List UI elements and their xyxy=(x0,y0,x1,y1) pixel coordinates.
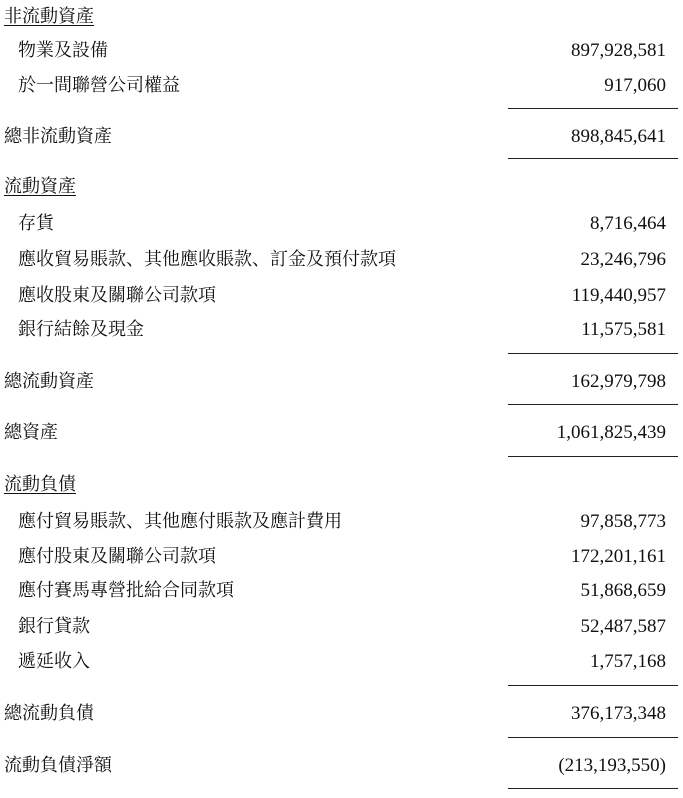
row-value: 119,440,957 xyxy=(571,285,666,306)
row-value: 1,757,168 xyxy=(590,651,666,672)
row-value: 97,858,773 xyxy=(580,511,666,532)
section-heading: 流動資產 xyxy=(4,176,76,197)
total-label: 總流動負債 xyxy=(4,703,94,724)
row-label: 應付貿易賬款、其他應付賬款及應計費用 xyxy=(18,511,342,532)
heading-current-assets xyxy=(0,172,683,202)
section-heading: 流動負債 xyxy=(4,474,76,495)
row-total-current-assets xyxy=(0,367,683,397)
row-label: 應付股東及關聯公司款項 xyxy=(18,546,216,567)
total-label: 總資產 xyxy=(4,422,58,443)
row-label: 應收股東及關聯公司款項 xyxy=(18,285,216,306)
row-total-current-liabilities xyxy=(0,699,683,729)
total-value: 162,979,798 xyxy=(571,371,666,392)
row-value: 917,060 xyxy=(604,75,666,96)
row-net-current-liabilities xyxy=(0,751,683,781)
total-label: 流動負債淨額 xyxy=(4,755,112,776)
row-property-equipment xyxy=(0,36,683,66)
row-bank-balances-cash xyxy=(0,315,683,345)
row-value: 51,868,659 xyxy=(580,580,666,601)
row-label: 於一間聯營公司權益 xyxy=(18,75,180,96)
row-racing-franchise-payable xyxy=(0,576,683,606)
row-due-from-shareholders xyxy=(0,281,683,311)
row-due-to-shareholders xyxy=(0,542,683,572)
row-inventories xyxy=(0,209,683,239)
total-value: 1,061,825,439 xyxy=(556,422,666,443)
row-trade-payables xyxy=(0,507,683,537)
row-total-assets xyxy=(0,418,683,448)
total-rule xyxy=(508,456,678,457)
row-value: 11,575,581 xyxy=(581,319,666,340)
total-rule xyxy=(508,404,678,405)
total-value: 376,173,348 xyxy=(571,703,666,724)
row-label: 應收貿易賬款、其他應收賬款、訂金及預付款項 xyxy=(18,249,396,270)
subtotal-rule xyxy=(508,108,678,109)
total-rule xyxy=(508,737,678,738)
row-total-non-current-assets xyxy=(0,122,683,152)
total-value: 898,845,641 xyxy=(571,126,666,147)
total-rule xyxy=(508,158,678,159)
row-label: 銀行貸款 xyxy=(18,616,90,637)
row-value: 8,716,464 xyxy=(590,213,666,234)
row-trade-receivables xyxy=(0,245,683,275)
row-label: 存貨 xyxy=(18,213,54,234)
total-label: 總流動資產 xyxy=(4,371,94,392)
row-label: 應付賽馬專營批給合同款項 xyxy=(18,580,234,601)
row-value: 52,487,587 xyxy=(580,616,666,637)
section-heading: 非流動資產 xyxy=(4,6,94,27)
total-value: (213,193,550) xyxy=(558,755,666,776)
heading-non-current-assets xyxy=(0,2,683,32)
subtotal-rule xyxy=(508,353,678,354)
row-label: 銀行結餘及現金 xyxy=(18,319,144,340)
row-label: 物業及設備 xyxy=(18,40,108,61)
row-associate-interest xyxy=(0,71,683,101)
row-deferred-income xyxy=(0,647,683,677)
subtotal-rule xyxy=(508,685,678,686)
row-value: 172,201,161 xyxy=(571,546,666,567)
row-value: 23,246,796 xyxy=(580,249,666,270)
total-rule xyxy=(508,788,678,789)
total-label: 總非流動資產 xyxy=(4,126,112,147)
row-bank-loans xyxy=(0,612,683,642)
row-value: 897,928,581 xyxy=(571,40,666,61)
heading-current-liabilities xyxy=(0,470,683,500)
row-label: 遞延收入 xyxy=(18,651,90,672)
